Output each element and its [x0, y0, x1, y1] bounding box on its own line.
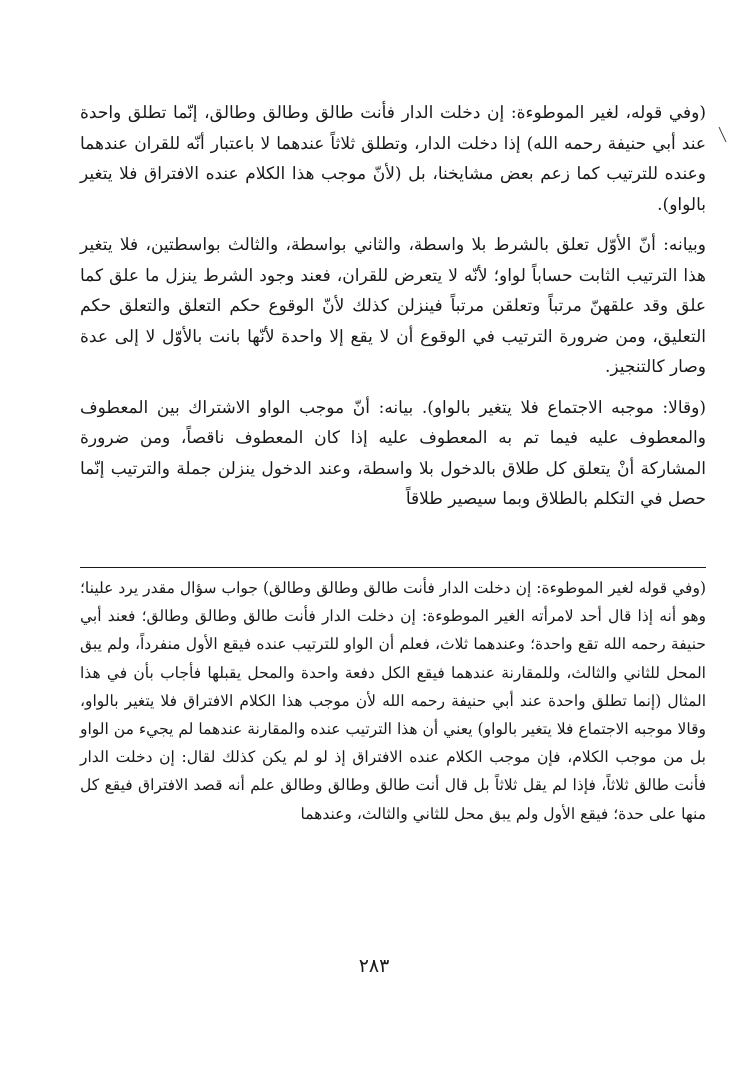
footnote	[80, 574, 706, 828]
main-text	[80, 98, 706, 515]
page-number: ٢٨٣	[358, 955, 390, 977]
main-paragraph-3: (وقالا: موجبه الاجتماع فلا يتغير بالواو). بيانه: أنّ موجب الواو الاشتراك بين المعطوف والمعطوف عليه فيما تم به المعطوف عليه إذا كان المعطوف ناقصاً، ومن ضرورة المشاركة أنْ يتعلق كل طلاق بالدخول بلا واسطة، وعند الدخول ينزلن جملة والترتيب إنّما حصل في التكلم بالطلاق وبما سيصير طلاقاً	[80, 397, 707, 509]
main-paragraph-1: (وفي قوله، لغير الموطوءة: إن دخلت الدار فأنت طالق وطالق وطالق، إنّما تطلق واحدة عند أبي حنيفة رحمه الله) إذا دخلت الدار، وتطلق ثلاثاً عندهما لا باعتبار أنّه للقران عندهما وعنده للترتيب كما زعم بعض مشايخنا، بل (لأنّ موجب هذا الكلام عنده الافتراق فلا يتغير بالواو).	[80, 103, 706, 215]
footnote-text: (وفي قوله لغير الموطوءة: إن دخلت الدار فأنت طالق وطالق وطالق) جواب سؤال مقدر يرد علينا؛ وهو أنه إذا قال أحد لامرأته الغير الموطوءة: إن دخلت الدار فأنت طالق وطالق وطالق؛ فعند أبي حنيفة رحمه الله تقع واحدة؛ وعندهما ثلاث، فعلم أن الواو للترتيب عنده فيقع الأول منفرداً، ولم يبق المحل للثاني والثالث، وللمقارنة عندهما فيقع الكل دفعة واحدة والمحل يقبلها فأجاب بأن في هذا المثال (إنما تطلق واحدة عند أبي حنيفة رحمه الله لأن موجب هذا الكلام الافتراق فلا يتغير بالواو، وقالا موجبه الاجتماع فلا يتغير بالواو) يعني أن هذا الترتيب عنده والمقارنة عندهما لم يجيء من الواو بل من موجب الكلام، فإن موجب الكلام عنده الافتراق إذ لو لم يكن كذلك لقال: إن دخلت الدار فأنت طالق ثلاثاً، فإذا لم يقل ثلاثاً بل قال أنت طالق وطالق وطالق علم أنه قصد الافتراق فيقع كل منها على حدة؛ فيقع الأول ولم يبق محل للثاني والثالث، وعندهما	[80, 579, 706, 823]
main-paragraph-2: وبيانه: أنّ الأوّل تعلق بالشرط بلا واسطة، والثاني بواسطة، والثالث بواسطتين، فلا يتغير هذا الترتيب الثابت حساباً لواو؛ لأنّه لا يتعرض للقران، فعند وجود الشرط ينزل ما علق كما علق وقد علقهنّ مرتباً وتعلقن مرتباً فينزلن كذلك لأنّ الوقوع حكم التعلق والتعلق حكم التعليق، ومن ضرورة الترتيب في الوقوع أن لا يقع إلا واحدة لأنّها بانت بالأوّل لا إلى عدة وصار كالتنجيز.	[80, 235, 706, 377]
footnote-separator	[80, 567, 706, 568]
margin-mark	[718, 126, 728, 144]
